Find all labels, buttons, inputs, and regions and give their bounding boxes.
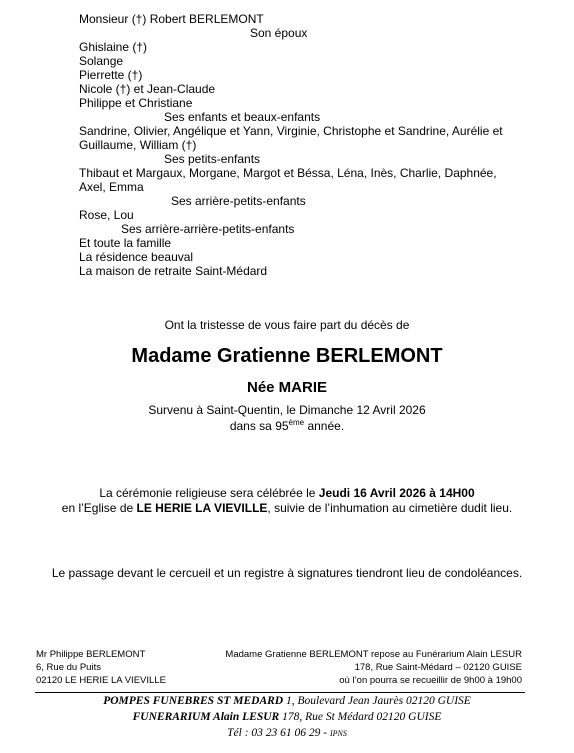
footer-company-1: POMPES FUNEBRES ST MEDARD [103, 695, 284, 707]
spouse-caption: Son époux [250, 26, 308, 40]
ceremony-line-2 [0, 501, 574, 515]
children-caption: Ses enfants et beaux-enfants [164, 110, 321, 124]
rest-location: Madame Gratienne BERLEMONT repose au Funérarium Alain LESUR [225, 649, 522, 660]
family-other-2: La résidence beauval [79, 250, 194, 264]
child-2: Solange [79, 54, 124, 68]
footer-divider [35, 692, 525, 693]
maiden-name: Née MARIE [246, 379, 328, 396]
ceremony-date: Jeudi 16 Avril 2026 à 14H00 [318, 486, 475, 500]
family-other-1: Et toute la famille [79, 236, 172, 250]
great-great-grandchildren: Rose, Lou [79, 208, 134, 222]
footer-line-1 [0, 695, 574, 707]
spouse: Monsieur (†) Robert BERLEMONT [79, 12, 264, 26]
child-5: Philippe et Christiane [79, 96, 193, 110]
child-4: Nicole (†) et Jean-Claude [79, 82, 216, 96]
family-other-3: La maison de retraite Saint-Médard [79, 264, 268, 278]
contact-right [225, 648, 522, 687]
grandchildren: Sandrine, Olivier, Angélique et Yann, Virginie, Christophe et Sandrine, Aurélie et Guillaume, William (†) [79, 124, 503, 152]
footer-line-3 [0, 727, 574, 739]
deceased-name: Madame Gratienne BERLEMONT [131, 345, 443, 367]
great-grandchildren: Thibaut et Margaux, Morgane, Margot et Béssa, Léna, Inès, Charlie, Daphnée, Axel, Emma [79, 166, 497, 194]
footer-line-2 [0, 711, 574, 723]
ceremony-text: La cérémonie religieuse sera célébrée le [99, 486, 319, 500]
footer-address-1: 1, Boulevard Jean Jaurès 02120 GUISE [283, 695, 471, 707]
church-suffix: , suivie de l’inhumation au cimetière dudit lieu. [267, 501, 513, 515]
condolences-note: Le passage devant le cercueil et un registre à signatures tiendront lieu de condoléances. [51, 566, 523, 580]
announcement-intro: Ont la tristesse de vous faire part du décès de [164, 318, 410, 332]
great-grandchildren-caption: Ses arrière-petits-enfants [171, 194, 306, 208]
child-3: Pierrette (†) [79, 68, 143, 82]
footer-phone: Tél : 03 23 61 06 29 - [227, 727, 330, 739]
footer-company-2: FUNERARIUM Alain LESUR [132, 711, 280, 723]
contact-street: 6, Rue du Puits [36, 662, 101, 673]
contact-left [36, 648, 166, 687]
age-suffix: année. [304, 419, 345, 433]
grandchildren-caption: Ses petits-enfants [164, 152, 261, 166]
rest-address: 178, Rue Saint-Médard – 02120 GUISE [354, 662, 522, 673]
ceremony-line-1 [0, 486, 574, 500]
footer-address-2: 178, Rue St Médard 02120 GUISE [279, 711, 442, 723]
church-prefix: en l’Eglise de [61, 501, 137, 515]
child-1: Ghislaine (†) [79, 40, 148, 54]
age-sup: ème [288, 418, 305, 427]
death-line: Survenu à Saint-Quentin, le Dimanche 12 Avril 2026 [148, 403, 426, 417]
rest-hours: où l’on pourra se recueillir de 9h00 à 19h00 [339, 675, 522, 686]
contact-city: 02120 LE HERIE LA VIEVILLE [36, 675, 166, 686]
church-location: LE HERIE LA VIEVILLE [136, 501, 268, 515]
age-line [0, 418, 574, 433]
footer-ipns: IPNS [329, 729, 347, 738]
great-great-grandchildren-caption: Ses arrière-arrière-petits-enfants [121, 222, 295, 236]
contact-name: Mr Philippe BERLEMONT [36, 649, 146, 660]
age-prefix: dans sa 95 [229, 419, 289, 433]
